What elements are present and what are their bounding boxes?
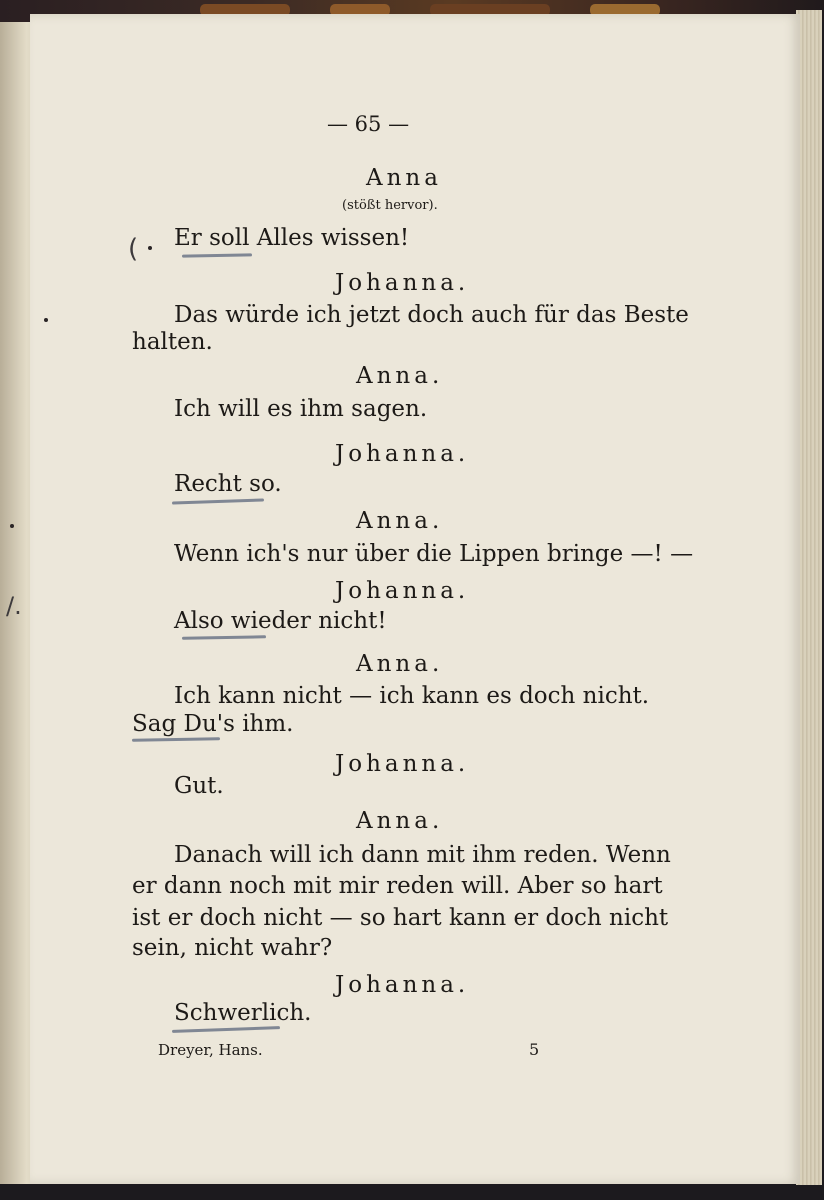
- speaker-name: Johanna.: [335, 441, 470, 467]
- dialogue-line: Das würde ich jetzt doch auch für das Beste: [174, 302, 689, 328]
- pencil-mark: (: [128, 234, 139, 264]
- speaker-name: Anna: [366, 165, 442, 191]
- dialogue-line: Ich kann nicht — ich kann es doch nicht.: [174, 683, 650, 709]
- margin-dot: [44, 318, 48, 322]
- speaker-name: Anna.: [356, 508, 444, 534]
- dialogue-line: Also wieder nicht!: [174, 608, 387, 634]
- dialogue-line: halten.: [132, 329, 213, 355]
- dialogue-line: Wenn ich's nur über die Lippen bringe —! —: [174, 541, 694, 567]
- pencil-dot: [148, 246, 152, 250]
- pencil-underline: [132, 737, 220, 742]
- dialogue-line: Danach will ich dann mit ihm reden. Wenn: [174, 842, 671, 868]
- pencil-underline: [182, 635, 266, 639]
- margin-dot: [10, 524, 14, 528]
- book-page: [30, 14, 800, 1184]
- pencil-underline: [172, 498, 264, 504]
- margin-pencil-mark: /.: [6, 592, 22, 620]
- dialogue-line: Sag Du's ihm.: [132, 711, 294, 737]
- dialogue-line: ist er doch nicht — so hart kann er doch nicht: [132, 905, 669, 931]
- dialogue-line: Recht so.: [174, 471, 282, 497]
- dialogue-line: Gut.: [174, 773, 224, 799]
- speaker-name: Johanna.: [335, 270, 470, 296]
- speaker-name: Johanna.: [335, 972, 470, 998]
- speaker-name: Anna.: [356, 363, 444, 389]
- speaker-name: Anna.: [356, 651, 444, 677]
- dialogue-line: Er soll Alles wissen!: [174, 225, 410, 251]
- sheet-number: 5: [529, 1040, 540, 1059]
- dialogue-line: er dann noch mit mir reden will. Aber so hart: [132, 873, 663, 899]
- speaker-name: Anna.: [356, 808, 444, 834]
- printer-signature: Dreyer, Hans.: [158, 1041, 263, 1059]
- pencil-underline: [182, 253, 252, 257]
- speaker-name: Johanna.: [335, 751, 470, 777]
- page-number: — 65 —: [327, 112, 410, 136]
- dialogue-line: Schwerlich.: [174, 1000, 312, 1026]
- dialogue-line: sein, nicht wahr?: [132, 935, 333, 961]
- dialogue-line: Ich will es ihm sagen.: [174, 396, 428, 422]
- stage-direction: (stößt hervor).: [342, 198, 438, 213]
- speaker-name: Johanna.: [335, 578, 470, 604]
- pencil-underline: [172, 1026, 280, 1033]
